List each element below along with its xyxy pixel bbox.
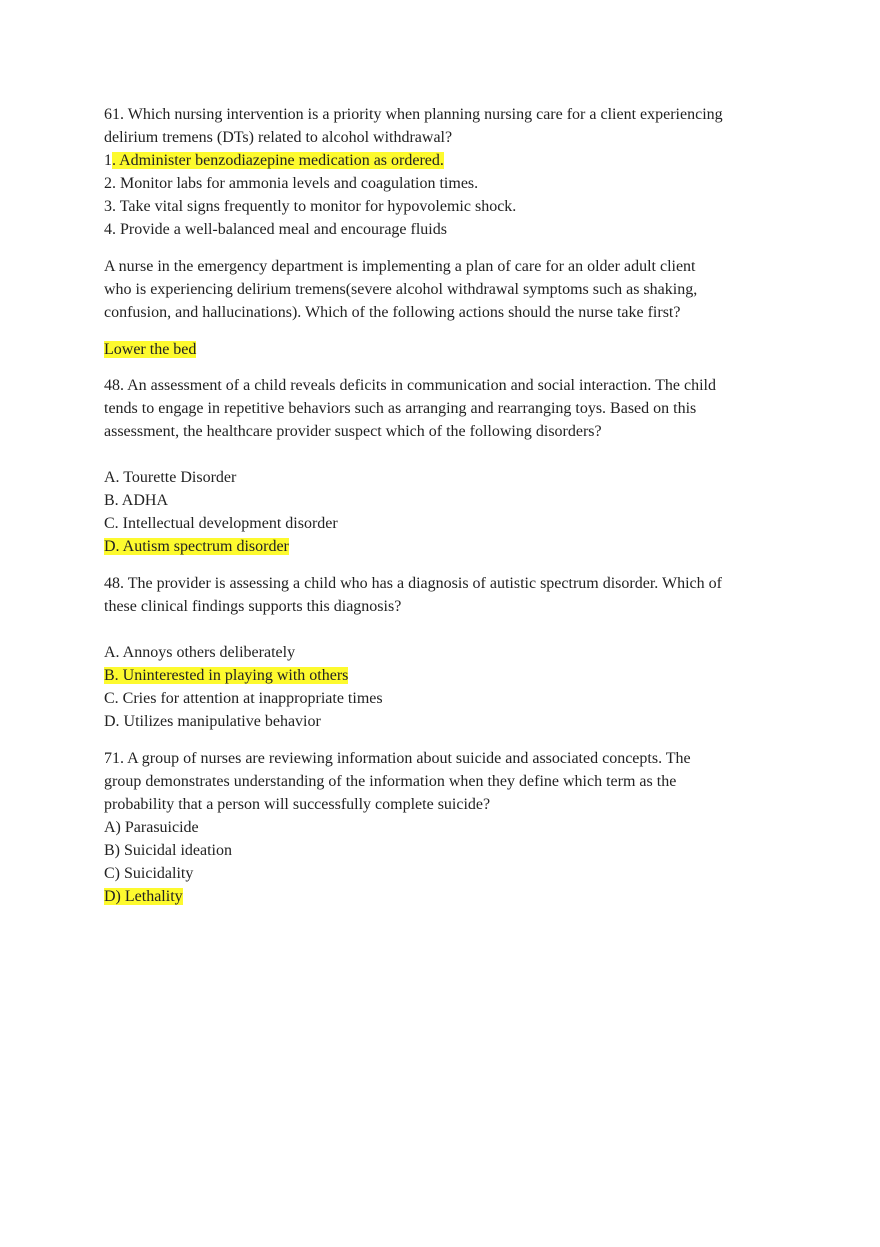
- question-delirium: [104, 255, 794, 324]
- answer-option: C. Intellectual development disorder: [104, 515, 338, 532]
- answer-option: C. Cries for attention at inappropriate times: [104, 690, 383, 707]
- answer-option: C) Suicidality: [104, 865, 194, 882]
- highlighted-answer: B. Uninterested in playing with others: [104, 667, 349, 684]
- answer-option-correct: [104, 149, 794, 172]
- answer-option: A. Tourette Disorder: [104, 469, 237, 486]
- question-stem: who is experiencing delirium tremens(severe alcohol withdrawal symptoms such as shaking,: [104, 281, 698, 298]
- answer-option: 4. Provide a well-balanced meal and encourage fluids: [104, 221, 447, 238]
- question-stem: these clinical findings supports this diagnosis?: [104, 598, 402, 615]
- question-stem: assessment, the healthcare provider suspect which of the following disorders?: [104, 423, 602, 440]
- highlighted-answer: D. Autism spectrum disorder: [104, 538, 289, 555]
- answer-option: A) Parasuicide: [104, 819, 199, 836]
- answer-option: D. Utilizes manipulative behavior: [104, 713, 321, 730]
- question-stem: tends to engage in repetitive behaviors such as arranging and rearranging toys. Based on this: [104, 400, 697, 417]
- question-stem: delirium tremens (DTs) related to alcohol withdrawal?: [104, 129, 453, 146]
- highlighted-answer: Lower the bed: [104, 341, 197, 358]
- question-stem: confusion, and hallucinations). Which of the following actions should the nurse take first?: [104, 304, 681, 321]
- question-48-autism-assessment: [104, 374, 794, 558]
- question-stem: group demonstrates understanding of the information when they define which term as the: [104, 773, 677, 790]
- question-48-clinical-findings: [104, 572, 794, 733]
- question-stem: 48. The provider is assessing a child who has a diagnosis of autistic spectrum disorder. Which of: [104, 575, 722, 592]
- question-71: [104, 747, 794, 908]
- document-page: [104, 103, 794, 908]
- answer-option: 2. Monitor labs for ammonia levels and coagulation times.: [104, 175, 479, 192]
- answer-option: 3. Take vital signs frequently to monitor for hypovolemic shock.: [104, 198, 517, 215]
- option-number: 1: [104, 152, 112, 169]
- answer-option: A. Annoys others deliberately: [104, 644, 296, 661]
- highlighted-answer: . Administer benzodiazepine medication as ordered.: [112, 152, 444, 169]
- question-stem: A nurse in the emergency department is implementing a plan of care for an older adult client: [104, 258, 696, 275]
- question-stem: 48. An assessment of a child reveals deficits in communication and social interaction. The child: [104, 377, 716, 394]
- question-stem: 61. Which nursing intervention is a priority when planning nursing care for a client experiencing: [104, 106, 723, 123]
- answer-option: B) Suicidal ideation: [104, 842, 232, 859]
- question-61: [104, 103, 794, 241]
- question-stem: 71. A group of nurses are reviewing information about suicide and associated concepts. The: [104, 750, 691, 767]
- highlighted-answer: D) Lethality: [104, 888, 183, 905]
- question-stem: probability that a person will successfully complete suicide?: [104, 796, 491, 813]
- answer-option: B. ADHA: [104, 492, 169, 509]
- answer-delirium: [104, 338, 794, 361]
